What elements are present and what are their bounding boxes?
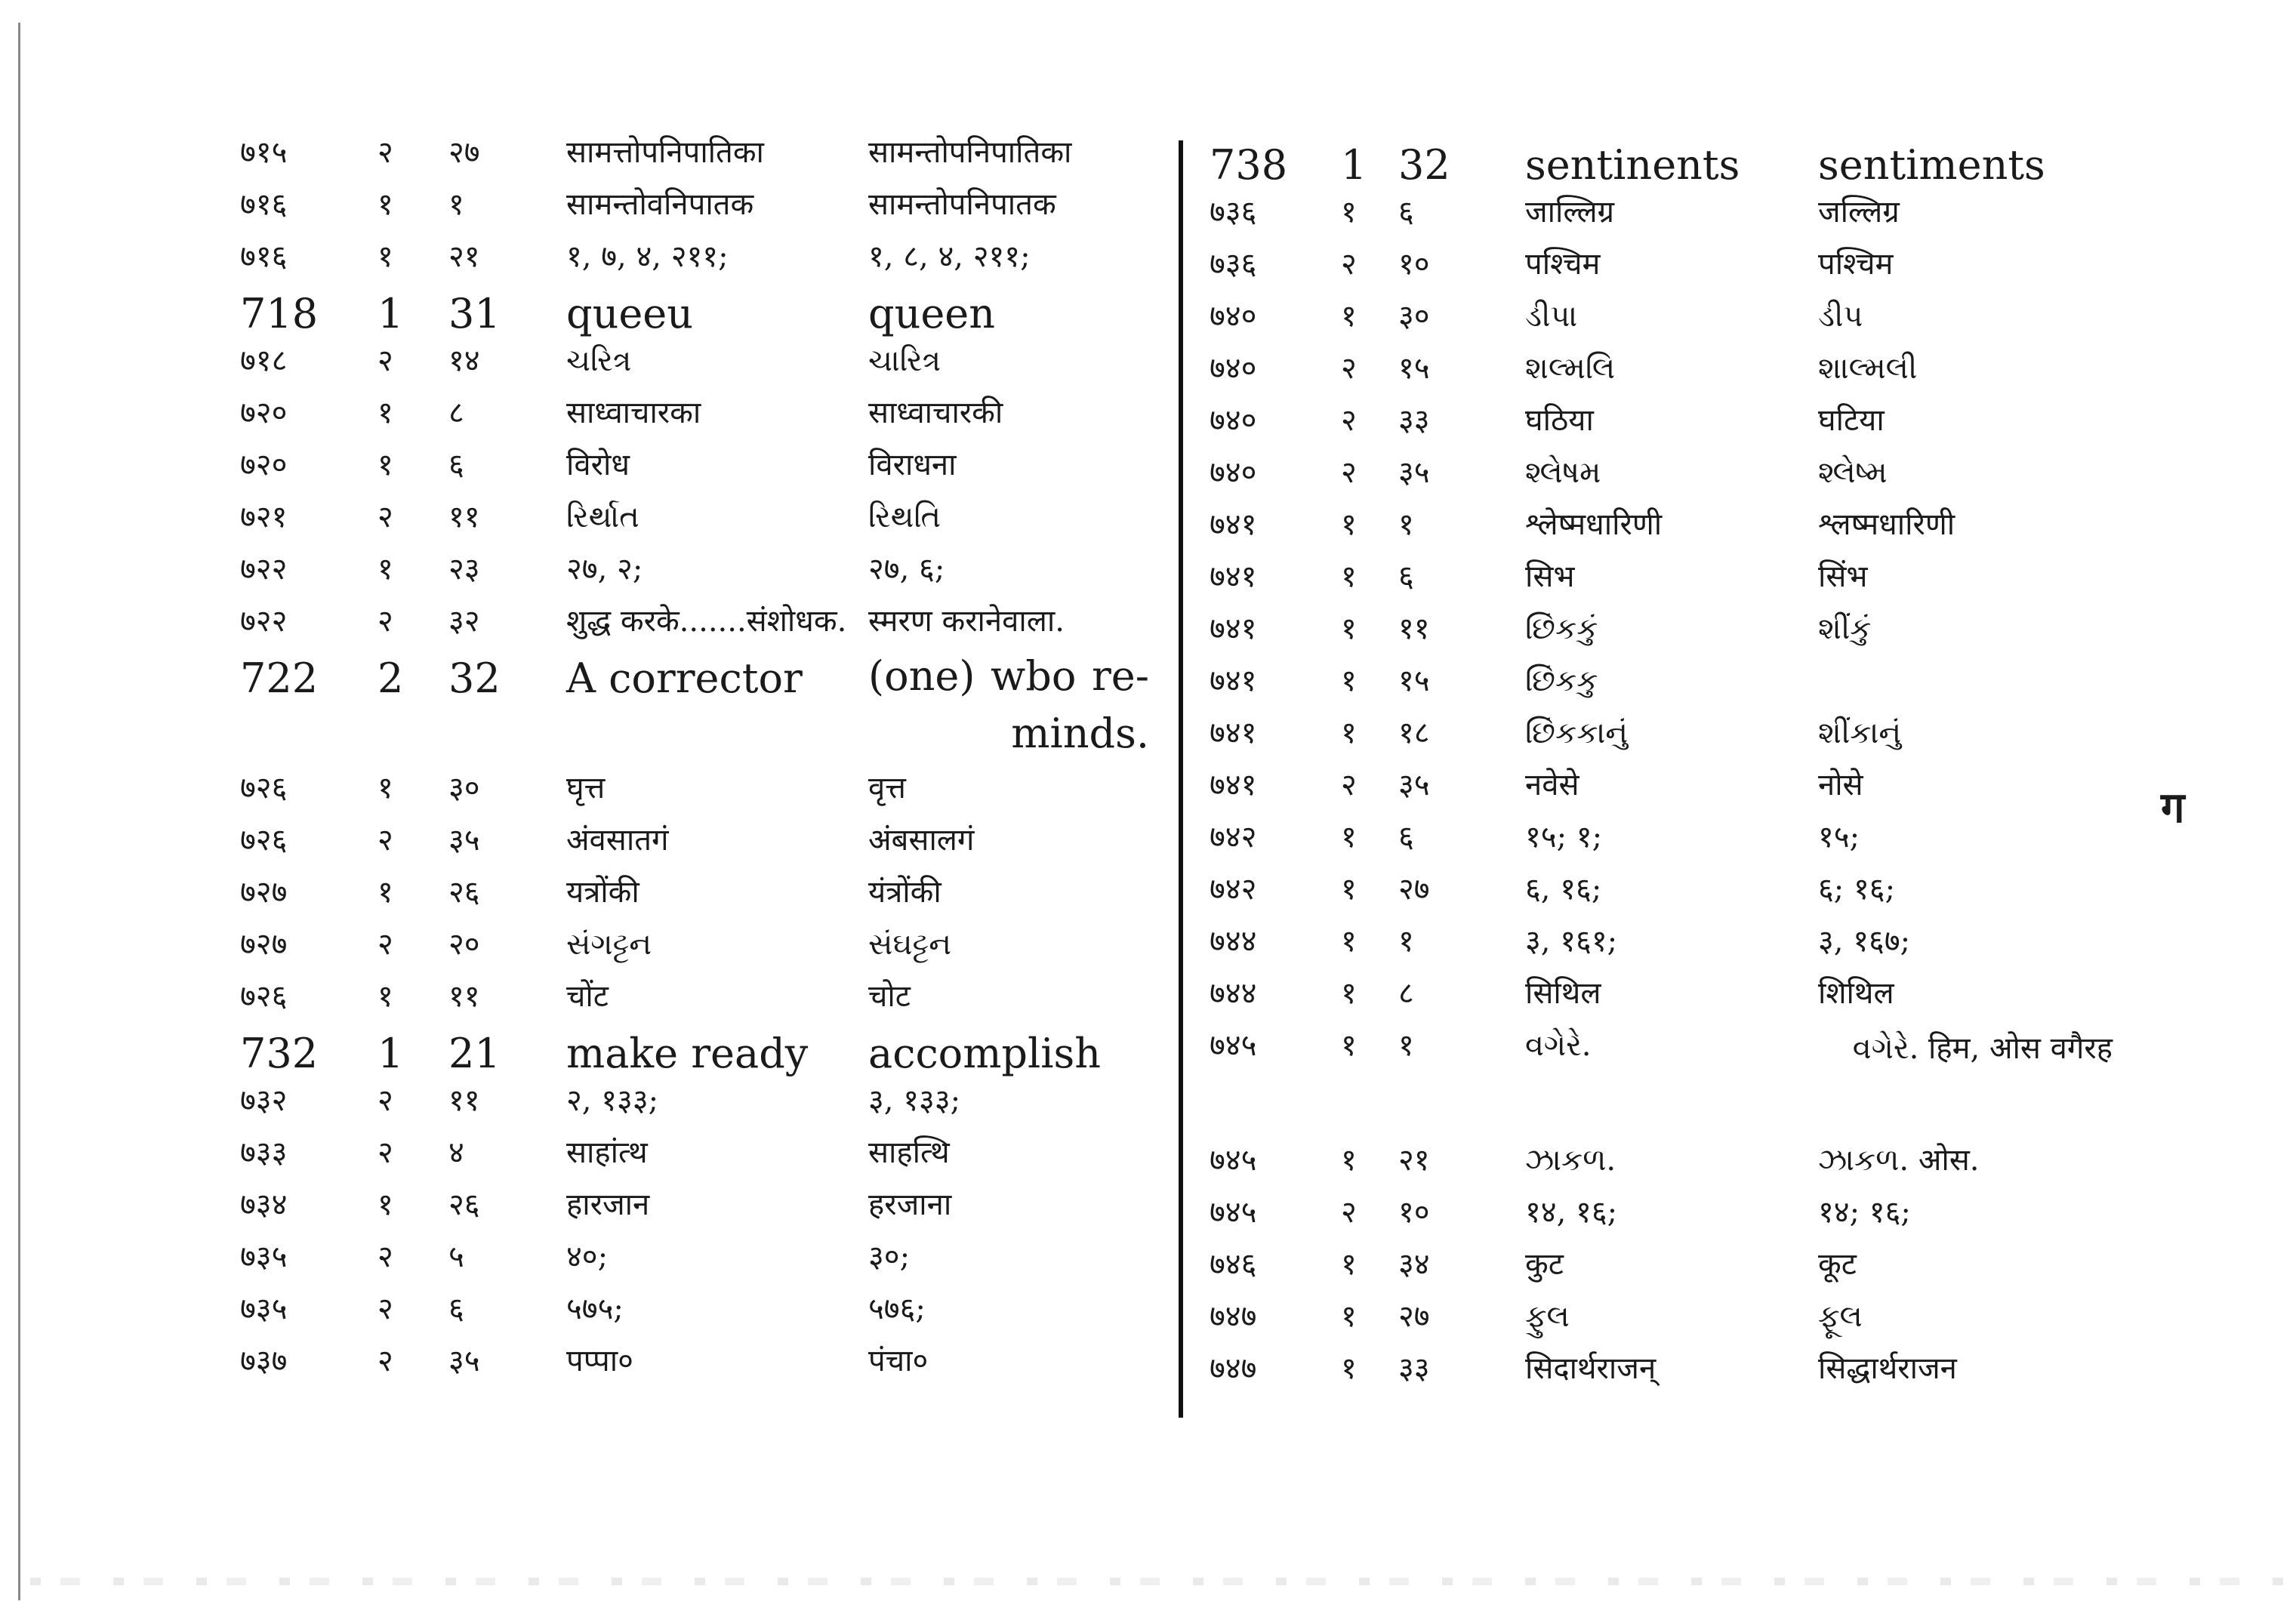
line-number: २६ bbox=[448, 875, 480, 910]
correct-text: શીંકું bbox=[1818, 611, 1872, 646]
incorrect-text: ३, १६१; bbox=[1525, 924, 1618, 959]
line-number: २० bbox=[448, 927, 480, 962]
correct-text: ઝાકળ. ओस. bbox=[1818, 1143, 1980, 1178]
correct-text: ३, १३३; bbox=[868, 1083, 961, 1118]
column-number: 2 bbox=[378, 654, 404, 702]
page-number: ७४० bbox=[1210, 455, 1257, 490]
incorrect-text: साहांत्थ bbox=[566, 1135, 648, 1170]
incorrect-text: સંગટ્ટન bbox=[566, 927, 652, 962]
correct-text: ડીપ bbox=[1818, 299, 1863, 334]
errata-row bbox=[1200, 551, 2137, 603]
column-number: १ bbox=[1341, 507, 1357, 542]
incorrect-text: सामत्तोपनिपातिका bbox=[566, 135, 764, 170]
line-number: 32 bbox=[448, 654, 501, 702]
correct-text: રિથતિ bbox=[868, 500, 941, 534]
column-number: २ bbox=[378, 927, 393, 962]
correct-text: sentiments bbox=[1818, 141, 2045, 189]
page-number: ७१५ bbox=[240, 135, 288, 170]
page-number: ७४५ bbox=[1210, 1143, 1257, 1178]
errata-row bbox=[1200, 603, 2137, 655]
line-number: ११ bbox=[448, 979, 480, 1014]
page-number: ७४१ bbox=[1210, 768, 1257, 802]
errata-row bbox=[1200, 1239, 2137, 1291]
errata-row bbox=[240, 648, 1149, 762]
incorrect-text: ફુલ bbox=[1525, 1299, 1570, 1334]
line-number: १८ bbox=[1398, 716, 1430, 750]
correct-text: साध्वाचारकी bbox=[868, 396, 1003, 430]
incorrect-text: विरोध bbox=[566, 448, 630, 482]
correct-text: पश्चिम bbox=[1818, 247, 1894, 282]
page-number: ७१६ bbox=[240, 239, 288, 274]
incorrect-text: sentinents bbox=[1525, 141, 1740, 189]
page-number: ७४१ bbox=[1210, 716, 1257, 750]
line-number: ११ bbox=[448, 1083, 480, 1118]
page-number: ७४० bbox=[1210, 299, 1257, 334]
line-number: ११ bbox=[448, 500, 480, 534]
errata-row bbox=[240, 1179, 1146, 1231]
page-number: ७३२ bbox=[240, 1083, 288, 1118]
line-number: ३३ bbox=[1398, 1351, 1430, 1386]
line-number: २६ bbox=[448, 1187, 480, 1222]
page-number: ७२० bbox=[240, 448, 288, 482]
correct-text: ३, १६७; bbox=[1818, 924, 1911, 959]
errata-row bbox=[1200, 1343, 2137, 1395]
incorrect-text: घृत्त bbox=[566, 771, 606, 805]
errata-row bbox=[240, 815, 1146, 867]
line-number: १५ bbox=[1398, 664, 1430, 698]
page-number: ७४५ bbox=[1210, 1195, 1257, 1230]
incorrect-text: ६, १६; bbox=[1525, 872, 1602, 907]
errata-row bbox=[1200, 395, 2137, 447]
errata-row bbox=[1200, 134, 2137, 189]
correct-text: ३०; bbox=[868, 1240, 911, 1274]
errata-row bbox=[1200, 655, 2137, 707]
correct-text: वृत्त bbox=[868, 771, 906, 805]
incorrect-text: A corrector bbox=[566, 654, 803, 702]
line-number: १ bbox=[448, 187, 464, 222]
incorrect-text: साध्वाचारका bbox=[566, 396, 701, 430]
incorrect-text: अंवसातगं bbox=[566, 823, 669, 858]
errata-left-column bbox=[240, 127, 1149, 1387]
line-number: २१ bbox=[448, 239, 480, 274]
page-number: ७४२ bbox=[1210, 872, 1257, 907]
column-number: १ bbox=[378, 187, 393, 222]
incorrect-text: १, ७, ४, २११; bbox=[566, 239, 729, 274]
errata-row bbox=[1200, 499, 2137, 551]
page-number: ७२२ bbox=[240, 552, 288, 587]
line-number: ३० bbox=[1398, 299, 1430, 334]
column-number: २ bbox=[1341, 768, 1357, 802]
column-number: २ bbox=[378, 500, 393, 534]
errata-row bbox=[240, 1023, 1146, 1075]
column-number: १ bbox=[1341, 924, 1357, 959]
page-number: ७३५ bbox=[240, 1292, 288, 1326]
page-number: ७१६ bbox=[240, 187, 288, 222]
page-number: ७३४ bbox=[240, 1187, 288, 1222]
incorrect-text: વગેરે. bbox=[1525, 1028, 1592, 1063]
line-number: २७ bbox=[1398, 1299, 1430, 1334]
column-divider bbox=[1179, 140, 1183, 1418]
errata-row bbox=[1200, 916, 2137, 968]
line-number: ६ bbox=[1398, 195, 1414, 229]
line-number: ३३ bbox=[1398, 403, 1430, 438]
page-number: ७२७ bbox=[240, 875, 288, 910]
line-number: १४ bbox=[448, 343, 480, 378]
errata-row bbox=[1200, 343, 2137, 395]
errata-row bbox=[1200, 1020, 2137, 1135]
line-number: ११ bbox=[1398, 611, 1430, 646]
page-number: ७३३ bbox=[240, 1135, 288, 1170]
page-number: ७४४ bbox=[1210, 976, 1257, 1011]
line-number: ३४ bbox=[1398, 1247, 1430, 1282]
errata-row bbox=[240, 544, 1146, 596]
page-number: ७३६ bbox=[1210, 247, 1257, 282]
page-number: 732 bbox=[240, 1030, 319, 1077]
bottom-scan-smudge bbox=[30, 1578, 2288, 1585]
page-number: 718 bbox=[240, 290, 319, 337]
column-number: १ bbox=[1341, 976, 1357, 1011]
correct-text: अंबसालगं bbox=[868, 823, 975, 858]
column-number: 1 bbox=[378, 1030, 404, 1077]
line-number: ६ bbox=[448, 448, 464, 482]
page-number: ७१८ bbox=[240, 343, 288, 378]
column-number: 1 bbox=[1341, 141, 1367, 189]
column-number: २ bbox=[378, 1292, 393, 1326]
incorrect-text: છિંકકાનું bbox=[1525, 716, 1629, 750]
errata-row bbox=[240, 971, 1146, 1023]
incorrect-text: शुद्ध करके.......संशोधक. bbox=[566, 604, 847, 639]
incorrect-text: ५७५; bbox=[566, 1292, 624, 1326]
column-number: १ bbox=[378, 552, 393, 587]
line-number: ५ bbox=[448, 1240, 464, 1274]
correct-text: श्लष्मधारिणी bbox=[1818, 507, 1955, 542]
incorrect-text: રિર્થાત bbox=[566, 500, 639, 534]
line-number: १५ bbox=[1398, 351, 1430, 386]
incorrect-text: नवेसे bbox=[1525, 768, 1579, 802]
column-number: १ bbox=[378, 979, 393, 1014]
line-number: ६ bbox=[448, 1292, 464, 1326]
errata-row bbox=[1200, 1135, 2137, 1187]
correct-text: accomplish bbox=[868, 1030, 1101, 1077]
line-number: २१ bbox=[1398, 1143, 1430, 1178]
line-number: १० bbox=[1398, 1195, 1430, 1230]
column-number: १ bbox=[1341, 299, 1357, 334]
errata-row bbox=[240, 1231, 1146, 1283]
incorrect-text: श्लेष्मधारिणी bbox=[1525, 507, 1663, 542]
errata-row bbox=[240, 919, 1146, 971]
line-number: ८ bbox=[448, 396, 464, 430]
correct-text: स्मरण करानेवाला. bbox=[868, 604, 1065, 639]
incorrect-text: make ready bbox=[566, 1030, 809, 1077]
column-number: १ bbox=[1341, 716, 1357, 750]
page-number: ७४७ bbox=[1210, 1351, 1257, 1386]
page-number: ७४५ bbox=[1210, 1028, 1257, 1063]
column-number: १ bbox=[1341, 1143, 1357, 1178]
correct-text: सामन्तोपनिपातिका bbox=[868, 135, 1072, 170]
errata-row bbox=[240, 283, 1146, 335]
page-number: ७४१ bbox=[1210, 559, 1257, 594]
column-number: १ bbox=[1341, 820, 1357, 855]
incorrect-text: सिथिल bbox=[1525, 976, 1601, 1011]
page-number: ७४१ bbox=[1210, 664, 1257, 698]
errata-row bbox=[240, 762, 1146, 815]
incorrect-text: जाल्लिग्र bbox=[1525, 195, 1615, 229]
column-number: २ bbox=[378, 1135, 393, 1170]
column-number: १ bbox=[378, 771, 393, 805]
page-number: ७४६ bbox=[1210, 1247, 1257, 1282]
correct-text: ચારિત્ર bbox=[868, 343, 942, 378]
correct-text: २७, ६; bbox=[868, 552, 945, 587]
column-number: १ bbox=[378, 1187, 393, 1222]
correct-text: घटिया bbox=[1818, 403, 1885, 438]
correct-text: १, ८, ४, २११; bbox=[868, 239, 1031, 274]
errata-row bbox=[1200, 239, 2137, 291]
correct-text: साहत्थि bbox=[868, 1135, 950, 1170]
correct-text: नोसे bbox=[1818, 768, 1863, 802]
correct-text: ફૂલ bbox=[1818, 1299, 1863, 1334]
incorrect-text: ઝાકળ. bbox=[1525, 1143, 1616, 1178]
incorrect-text: सामन्तोवनिपातक bbox=[566, 187, 754, 222]
incorrect-text: यत्रोंकी bbox=[566, 875, 639, 910]
incorrect-text: २, १३३; bbox=[566, 1083, 659, 1118]
correct-text: जल्लिग्र bbox=[1818, 195, 1900, 229]
page-number: ७२६ bbox=[240, 979, 288, 1014]
incorrect-text: શ્લેષમ bbox=[1525, 455, 1601, 490]
column-number: १ bbox=[378, 239, 393, 274]
line-number: २७ bbox=[448, 135, 480, 170]
errata-row bbox=[240, 231, 1146, 283]
incorrect-text: सिदार्थराजन् bbox=[1525, 1351, 1657, 1386]
correct-text: पंचा० bbox=[868, 1344, 929, 1378]
page-number: ७४१ bbox=[1210, 611, 1257, 646]
incorrect-text: हारजान bbox=[566, 1187, 650, 1222]
correct-text: चोट bbox=[868, 979, 911, 1014]
line-number: ३० bbox=[448, 771, 480, 805]
page-number: ७३७ bbox=[240, 1344, 288, 1378]
errata-row bbox=[240, 179, 1146, 231]
correct-text: सामन्तोपनिपातक bbox=[868, 187, 1056, 222]
line-number: ४ bbox=[448, 1135, 464, 1170]
correct-text: ५७६; bbox=[868, 1292, 926, 1326]
errata-row bbox=[240, 1283, 1146, 1335]
correct-text: queen bbox=[868, 290, 996, 337]
errata-row bbox=[240, 1075, 1146, 1127]
incorrect-text: सिभ bbox=[1525, 559, 1575, 594]
line-number: ८ bbox=[1398, 976, 1414, 1011]
incorrect-text: ४०; bbox=[566, 1240, 609, 1274]
correct-text: (one) wbo re-minds. bbox=[868, 652, 1149, 757]
correct-text: શ્લેષ્મ bbox=[1818, 455, 1888, 490]
errata-row bbox=[1200, 968, 2137, 1020]
incorrect-text: ચરિત્ર bbox=[566, 343, 632, 378]
errata-row bbox=[240, 387, 1146, 439]
page-number: ७४० bbox=[1210, 403, 1257, 438]
correct-text: શાલ્મલી bbox=[1818, 351, 1918, 386]
correct-text: સંઘટ્ટન bbox=[868, 927, 951, 962]
column-number: १ bbox=[378, 875, 393, 910]
column-number: १ bbox=[1341, 1028, 1357, 1063]
incorrect-text: १५; १; bbox=[1525, 820, 1603, 855]
correct-text: यंत्रोंकी bbox=[868, 875, 942, 910]
column-number: २ bbox=[378, 823, 393, 858]
column-number: 1 bbox=[378, 290, 404, 337]
column-number: २ bbox=[1341, 1195, 1357, 1230]
line-number: 32 bbox=[1398, 141, 1450, 189]
line-number: २३ bbox=[448, 552, 480, 587]
correct-text: विराधना bbox=[868, 448, 957, 482]
incorrect-text: पश्चिम bbox=[1525, 247, 1601, 282]
incorrect-text: कुट bbox=[1525, 1247, 1564, 1282]
line-number: ३५ bbox=[448, 823, 480, 858]
line-number: १ bbox=[1398, 507, 1414, 542]
column-number: २ bbox=[378, 1240, 393, 1274]
incorrect-text: છિંકકું bbox=[1525, 611, 1598, 646]
column-number: १ bbox=[1341, 1351, 1357, 1386]
correct-text: हरजाना bbox=[868, 1187, 952, 1222]
column-number: १ bbox=[1341, 664, 1357, 698]
errata-row bbox=[1200, 447, 2137, 499]
errata-row bbox=[1200, 707, 2137, 759]
correct-text: सिंभ bbox=[1818, 559, 1868, 594]
page-number: ७२१ bbox=[240, 500, 288, 534]
correct-text: शिथिल bbox=[1818, 976, 1894, 1011]
errata-row bbox=[1200, 186, 2137, 239]
incorrect-text: queeu bbox=[566, 290, 694, 337]
incorrect-text: पप्पा० bbox=[566, 1344, 633, 1378]
correct-text: શીંકાનું bbox=[1818, 716, 1902, 750]
line-number: 31 bbox=[448, 290, 501, 337]
page-number: ७२६ bbox=[240, 823, 288, 858]
line-number: २७ bbox=[1398, 872, 1430, 907]
column-number: १ bbox=[1341, 872, 1357, 907]
page-number: ७४४ bbox=[1210, 924, 1257, 959]
correct-text: વગેરે. हिम, ओस वगैरह bbox=[1852, 1031, 2113, 1066]
column-number: २ bbox=[1341, 403, 1357, 438]
correct-text: ६; १६; bbox=[1818, 872, 1896, 907]
page-number: ७३५ bbox=[240, 1240, 288, 1274]
page-number: ७४७ bbox=[1210, 1299, 1257, 1334]
column-number: २ bbox=[378, 1083, 393, 1118]
column-number: १ bbox=[1341, 195, 1357, 229]
errata-row bbox=[240, 439, 1146, 491]
incorrect-text: २७, २; bbox=[566, 552, 643, 587]
page-number: 722 bbox=[240, 654, 319, 702]
incorrect-text: ડીપા bbox=[1525, 299, 1578, 334]
page-number: ७२० bbox=[240, 396, 288, 430]
column-number: १ bbox=[378, 448, 393, 482]
column-number: २ bbox=[378, 604, 393, 639]
incorrect-text: १४, १६; bbox=[1525, 1195, 1618, 1230]
errata-row bbox=[1200, 759, 2137, 812]
column-number: २ bbox=[1341, 455, 1357, 490]
incorrect-text: चोंट bbox=[566, 979, 609, 1014]
column-number: १ bbox=[1341, 1299, 1357, 1334]
line-number: १ bbox=[1398, 924, 1414, 959]
line-number: १ bbox=[1398, 1028, 1414, 1063]
column-number: १ bbox=[1341, 611, 1357, 646]
errata-row bbox=[240, 1335, 1146, 1387]
errata-row bbox=[240, 1127, 1146, 1179]
line-number: ३२ bbox=[448, 604, 480, 639]
errata-right-column bbox=[1200, 134, 2137, 1395]
column-number: २ bbox=[378, 343, 393, 378]
errata-row bbox=[1200, 291, 2137, 343]
correct-text: कूट bbox=[1818, 1247, 1857, 1282]
line-number: ३५ bbox=[448, 1344, 480, 1378]
errata-row bbox=[1200, 864, 2137, 916]
errata-row bbox=[240, 491, 1146, 544]
column-number: १ bbox=[1341, 559, 1357, 594]
column-number: २ bbox=[1341, 351, 1357, 386]
page-number: ७४१ bbox=[1210, 507, 1257, 542]
line-number: ६ bbox=[1398, 820, 1414, 855]
incorrect-text: છિંકકુ bbox=[1525, 664, 1598, 698]
errata-row bbox=[240, 596, 1146, 648]
errata-row bbox=[240, 127, 1146, 179]
page-number: ७२७ bbox=[240, 927, 288, 962]
column-number: २ bbox=[378, 135, 393, 170]
errata-row bbox=[240, 335, 1146, 387]
margin-mark: ग bbox=[2161, 783, 2185, 833]
page-number: ७३६ bbox=[1210, 195, 1257, 229]
page-number: ७२२ bbox=[240, 604, 288, 639]
column-number: १ bbox=[378, 396, 393, 430]
line-number: 21 bbox=[448, 1030, 501, 1077]
errata-row bbox=[1200, 1187, 2137, 1239]
column-number: १ bbox=[1341, 1247, 1357, 1282]
column-number: २ bbox=[378, 1344, 393, 1378]
page-number: ७४२ bbox=[1210, 820, 1257, 855]
correct-text: सिद्धार्थराजन bbox=[1818, 1351, 1957, 1386]
errata-row bbox=[240, 867, 1146, 919]
line-number: ६ bbox=[1398, 559, 1414, 594]
left-page-rule bbox=[18, 23, 20, 1600]
errata-row bbox=[1200, 812, 2137, 864]
line-number: ३५ bbox=[1398, 455, 1430, 490]
page-number: ७२६ bbox=[240, 771, 288, 805]
incorrect-text: घठिया bbox=[1525, 403, 1594, 438]
correct-text: १५; bbox=[1818, 820, 1860, 855]
incorrect-text: શલ્મલિ bbox=[1525, 351, 1616, 386]
page-number: 738 bbox=[1210, 141, 1288, 189]
errata-row bbox=[1200, 1291, 2137, 1343]
correct-text: १४; १६; bbox=[1818, 1195, 1911, 1230]
line-number: १० bbox=[1398, 247, 1430, 282]
page-number: ७४० bbox=[1210, 351, 1257, 386]
column-number: २ bbox=[1341, 247, 1357, 282]
line-number: ३५ bbox=[1398, 768, 1430, 802]
